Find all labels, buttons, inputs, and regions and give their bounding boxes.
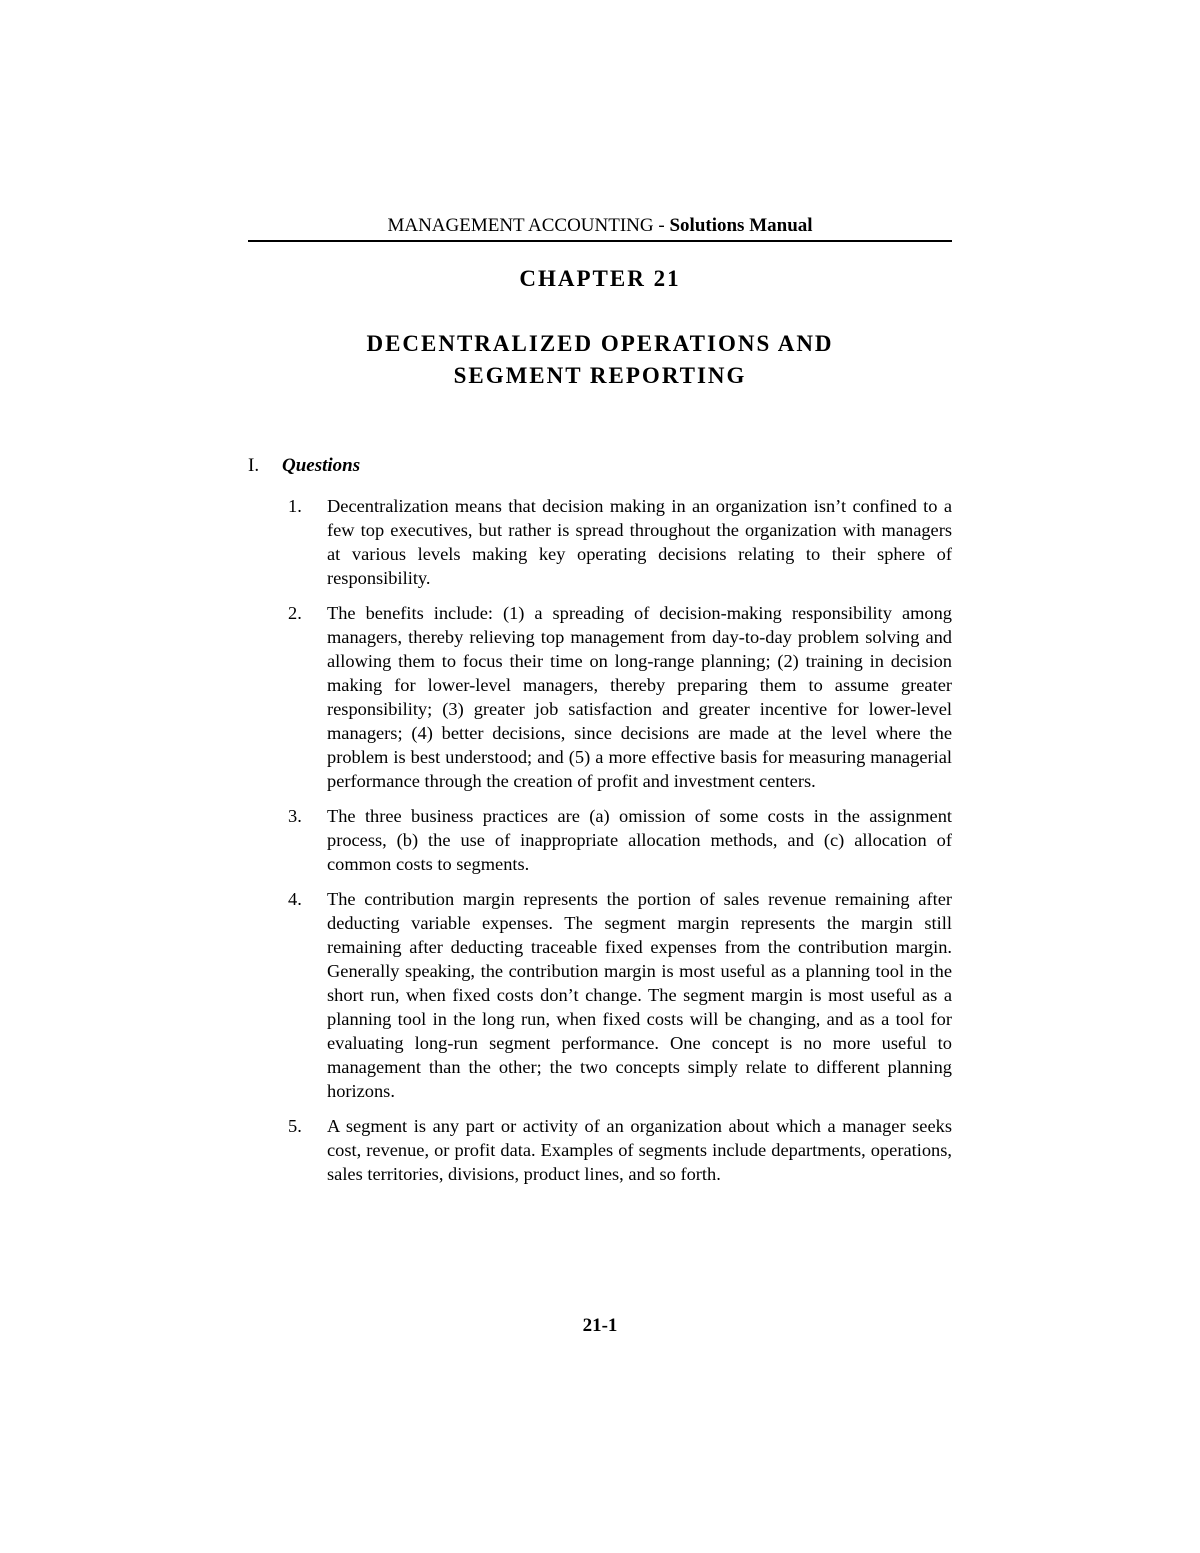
- header-separator: -: [658, 215, 665, 236]
- question-item: [288, 494, 952, 590]
- section-title: Questions: [282, 455, 361, 476]
- running-header: [248, 214, 952, 238]
- chapter-title-line-1: DECENTRALIZED OPERATIONS AND: [366, 331, 834, 356]
- question-number: 1.: [288, 496, 302, 516]
- question-number: 4.: [288, 889, 302, 909]
- chapter-label: CHAPTER 21: [519, 266, 681, 291]
- question-answer-text: The contribution margin represents the portion of sales revenue remaining after deducting variable expenses. The segment margin represents the margin still remaining after deducting traceable fixed expenses from the contribution margin. Generally speaking, the contribution margin is most useful as a planning tool in the short run, when fixed costs don’t change. The segment margin is most useful as a planning tool in the long run, when fixed costs will be changing, and as a tool for evaluating long-run segment performance. One concept is no more useful to management than the other; the two concepts simply relate to different planning horizons.: [327, 889, 952, 1101]
- question-item: [288, 601, 952, 793]
- chapter-title-line-2: SEGMENT REPORTING: [453, 363, 747, 388]
- question-item: [288, 804, 952, 876]
- header-subtitle: Solutions Manual: [669, 215, 813, 236]
- question-item: [288, 1114, 952, 1186]
- question-answer-text: The benefits include: (1) a spreading of decision-making responsibility among managers, thereby relieving top management from day-to-day problem solving and allowing them to focus their time on long-range planning; (2) training in decision making for lower-level managers, thereby preparing them to assume greater responsibility; (3) greater job satisfaction and greater incentive for lower-level managers; (4) better decisions, since decisions are made at the level where the problem is best understood; and (5) a more effective basis for measuring managerial performance through the creation of profit and investment centers.: [327, 603, 952, 791]
- page-number: 21-1: [582, 1315, 618, 1336]
- questions-list: [288, 494, 952, 1197]
- header-rule: [248, 240, 952, 242]
- question-number: 2.: [288, 603, 302, 623]
- question-item: [288, 887, 952, 1103]
- question-answer-text: A segment is any part or activity of an organization about which a manager seeks cost, revenue, or profit data. Examples of segments include departments, operations, sales territories, divisions, product lines, and so forth.: [327, 1116, 952, 1184]
- question-answer-text: The three business practices are (a) omission of some costs in the assignment process, (b) the use of inappropriate allocation methods, and (c) allocation of common costs to segments.: [327, 806, 952, 874]
- chapter-title: [248, 328, 952, 392]
- section-heading: [248, 454, 360, 478]
- book-title: MANAGEMENT ACCOUNTING: [387, 215, 654, 236]
- question-number: 3.: [288, 806, 302, 826]
- question-answer-text: Decentralization means that decision making in an organization isn’t confined to a few top executives, but rather is spread throughout the organization with managers at various levels making key operating decisions relating to their sphere of responsibility.: [327, 496, 952, 588]
- question-number: 5.: [288, 1116, 302, 1136]
- section-number: I.: [248, 455, 260, 476]
